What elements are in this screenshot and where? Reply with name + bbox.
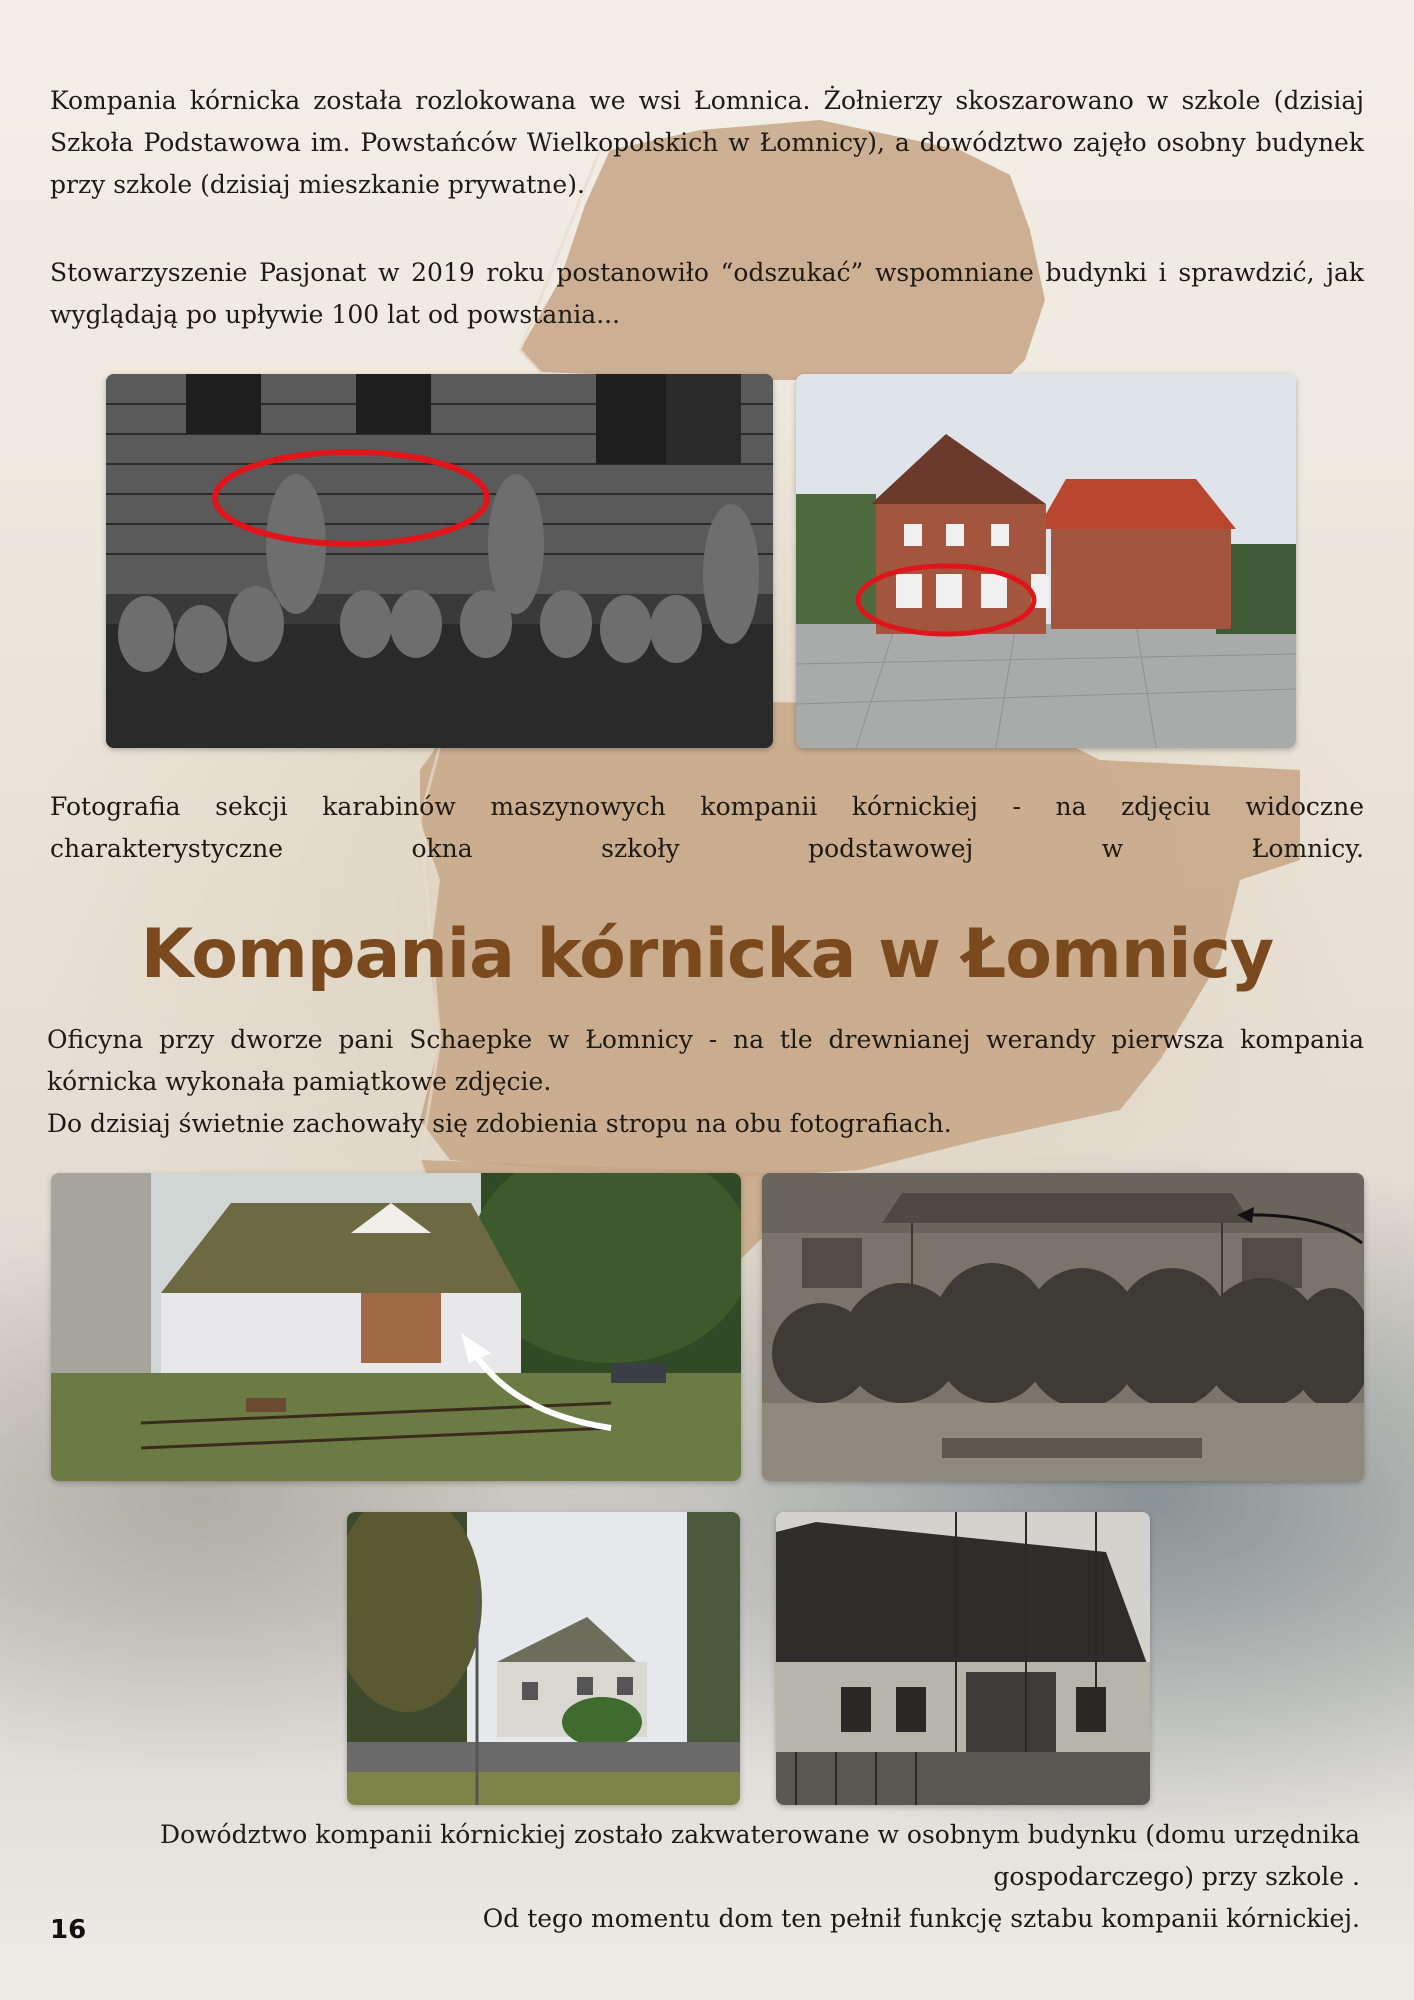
closing-text-line-2: Od tego momentu dom ten pełnił funkcję sztabu kompanii kórnickiej. <box>482 1904 1360 1933</box>
intro-paragraph-2 <box>50 252 1364 336</box>
page-number: 16 <box>50 1915 87 1945</box>
photo-school-today <box>796 374 1296 748</box>
closing-text-line-1: Dowództwo kompanii kórnickiej zostało zakwaterowane w osobnym budynku (domu urzędnika gospodarczego) przy szkole . <box>160 1820 1360 1891</box>
intro-paragraph-1 <box>50 80 1364 206</box>
section-description-line-1: Oficyna przy dworze pani Schaepke w Łomnicy - na tle drewnianej werandy pierwsza kompania kórnicka wykonała pamiątkowe zdjęcie. <box>47 1025 1364 1096</box>
intro-paragraph-2-text: Stowarzyszenie Pasjonat w 2019 roku postanowiło “odszukać” wspomniane budynki i sprawdzić, jak wyglądają po upływie 100 lat od powstania... <box>50 258 1364 329</box>
section-title: Kompania kórnicka w Łomnicy <box>140 915 1274 994</box>
caption-machine-gun-section-text: Fotografia sekcji karabinów maszynowych kompanii kórnickiej - na zdjęciu widoczne charakterystyczne okna szkoły podstawowej w Łomnicy. <box>50 792 1364 863</box>
section-description <box>47 1019 1364 1145</box>
photo-manor-outbuilding-today <box>51 1173 741 1481</box>
caption-machine-gun-section <box>50 786 1364 870</box>
closing-text <box>110 1814 1360 1940</box>
photo-headquarters-house-today <box>347 1512 740 1805</box>
photo-company-group-historic <box>762 1173 1364 1481</box>
section-description-line-2: Do dzisiaj świetnie zachowały się zdobienia stropu na obu fotografiach. <box>47 1109 952 1138</box>
intro-paragraph-1-text: Kompania kórnicka została rozlokowana we wsi Łomnica. Żołnierzy skoszarowano w szkole (dzisiaj Szkoła Podstawowa im. Powstańców Wielkopolskich w Łomnicy), a dowództwo zajęło osobny budynek przy szkole (dzisiaj mieszkanie prywatne). <box>50 86 1364 199</box>
photo-headquarters-house-historic <box>776 1512 1150 1805</box>
photo-soldiers-at-school-historic <box>106 374 773 748</box>
